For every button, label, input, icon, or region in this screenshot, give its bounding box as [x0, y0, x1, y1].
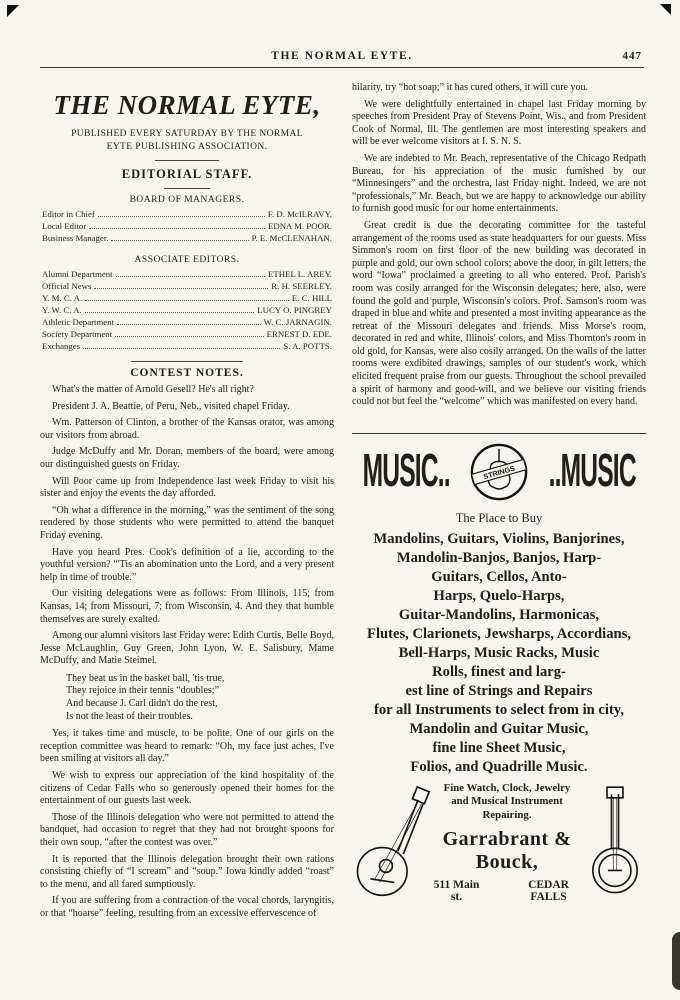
paragraph: Those of the Illinois delegation who were not permitted to attend the bandquet, had occasion to regret that they had not brought spoons for their own soup, “after the contest was over.” — [40, 811, 334, 848]
paragraph: We are indebted to Mr. Beach, representative of the Chicago Redpath Bureau, for his appreciation of the music furnished by our “Minnesingers” and the orchestra, last Friday night. Indeed, we are not “professionals,” Mr. Beach, but we are happy to acknowledge our ability to furnish good music for our home entertainments. — [352, 152, 646, 215]
ad-line: Rolls, finest and larg- — [432, 663, 566, 680]
divider — [164, 188, 210, 189]
staff-role: Official News — [42, 281, 92, 291]
paragraph: We wish to express our appreciation of the kind hospitality of the citizens of Cedar Falls who so generously opened their homes for the entertainment of our guests last week. — [40, 770, 334, 807]
paragraph: We were delightfully entertained in chapel last Friday morning by speeches from President Pray of Stevens Point, Wis., and from President Cook of Normal, Ill. The gentlemen are most interesting speakers and will be ever welcome visitors at I. S. N. S. — [352, 98, 646, 148]
poem-line: Is not the least of their troubles. — [66, 710, 193, 722]
dot-leader — [116, 276, 265, 277]
scan-edge-artifact — [672, 932, 680, 990]
staff-role: Y. W. C. A. — [42, 305, 82, 315]
staff-role: Athletic Department — [42, 317, 115, 327]
paragraph: What's the matter of Arnold Gesell? He's all right? — [52, 384, 254, 395]
staff-role: Editor in Chief — [42, 209, 95, 219]
repair-note-line: and Musical Instrument — [451, 795, 563, 808]
masthead-title: THE NORMAL EYTE, — [53, 90, 321, 120]
paragraph: Our visiting delegations were as follows: From Illinois, 115; from Kansas, 14; from Missouri, 7; from Wisconsin, 4. And they that humble themselves are surely exalted. — [40, 588, 334, 625]
staff-name: ETHEL L. AREY. — [267, 269, 332, 279]
staff-role: Local Editor — [42, 221, 87, 231]
dot-leader — [111, 240, 248, 241]
banjo-icon — [584, 783, 646, 903]
dot-leader — [98, 216, 265, 217]
paragraph: hilarity, try “hot soap;” it has cured others, it will cure you. — [352, 82, 588, 93]
divider — [131, 361, 243, 362]
address-row — [430, 879, 584, 903]
repair-note-line: Fine Watch, Clock, Jewelry — [443, 781, 571, 794]
staff-name: R. H. SEERLEY. — [271, 281, 332, 291]
paragraph: “Oh what a difference in the morning,” was the sentiment of the song rendered by those students who were permitted to attend the banquet Friday evening. — [40, 504, 334, 541]
staff-name: ERNEST D. EDE. — [266, 329, 332, 339]
paragraph: Wm. Patterson of Clinton, a brother of the Kansas orator, was among our visitors from abroad. — [40, 417, 334, 441]
staff-row — [42, 328, 332, 340]
paragraph: It is reported that the Illinois delegation brought their own rations consisting chiefly of “I scream” and “soup.” Iowa kindly added “roast” to the menu, and all fared sumptiously. — [40, 853, 334, 890]
page-number: 447 — [622, 50, 642, 62]
dot-leader — [85, 300, 289, 301]
company-name: Garrabrant & Bouck, — [442, 828, 572, 874]
paragraph: Will Poor came up from Independence last week Friday to visit his sister and enjoy the events the day afforded. — [40, 475, 334, 500]
staff-name: S. A. POTTS. — [283, 341, 332, 351]
dot-leader — [85, 312, 255, 313]
right-column-body — [352, 82, 646, 409]
staff-row — [42, 208, 332, 220]
staff-role: Business Manager. — [42, 233, 109, 243]
staff-row — [42, 268, 332, 280]
staff-row — [42, 292, 332, 304]
ad-line: Guitars, Cellos, Anto- — [431, 568, 567, 585]
ad-line: Harps, Quelo-Harps, — [433, 587, 565, 604]
city-name: CEDAR FALLS — [528, 879, 569, 904]
place-to-buy-tagline: The Place to Buy — [455, 510, 543, 525]
repair-note — [430, 782, 584, 823]
contest-notes-body-continued — [40, 728, 334, 920]
contest-notes-body — [40, 384, 334, 668]
paragraph: Yes, it takes time and muscle, to be polite. One of our girls on the reception committee was heard to remark: “Oh, my face just aches, I've been smiling at visitors all day.” — [40, 728, 334, 765]
staff-row — [42, 304, 332, 316]
strings-violin-emblem-icon — [469, 442, 529, 502]
paragraph: If you are suffering from a contraction of the vocal chords, laryngitis, or that “hoarse” feeling, resulting from an excessive effervescence of — [40, 895, 334, 919]
mandolin-icon — [352, 783, 430, 903]
staff-row — [42, 232, 332, 244]
music-text-right: ..MUSIC — [548, 445, 636, 497]
staff-name: E. C. HILL — [291, 293, 332, 303]
dot-leader — [89, 228, 265, 229]
ad-line: Folios, and Quadrille Music. — [410, 758, 588, 775]
staff-row — [42, 340, 332, 352]
ad-line: Bell-Harps, Music Racks, Music — [398, 644, 600, 661]
staff-role: Exchanges — [42, 341, 81, 351]
staff-role: Society Department — [42, 329, 113, 339]
associate-list — [40, 268, 334, 352]
staff-name: EDNA M. POOR. — [267, 221, 332, 231]
two-column-body — [40, 78, 646, 925]
staff-row — [42, 220, 332, 232]
ad-line: est line of Strings and Repairs — [405, 682, 593, 699]
street-address: 511 Main st. — [433, 879, 480, 904]
staff-role: Alumni Department — [42, 269, 113, 279]
repair-note-line: Repairing. — [482, 808, 532, 821]
ad-instrument-list — [352, 530, 646, 777]
corner-mark-icon — [7, 5, 19, 17]
page-header — [40, 50, 644, 68]
staff-name: P. E. McCLENAHAN. — [251, 233, 332, 243]
ad-footer — [352, 782, 646, 904]
ad-line: Mandolin and Guitar Music, — [409, 720, 589, 737]
ad-line: fine line Sheet Music, — [432, 739, 566, 756]
page-title: THE NORMAL EYTE. — [271, 50, 413, 62]
board-heading: BOARD OF MANAGERS. — [129, 195, 245, 205]
ad-line: Flutes, Clarionets, Jewsharps, Accordians, — [367, 625, 631, 642]
staff-role: Y. M. C. A. — [42, 293, 83, 303]
board-list — [40, 208, 334, 244]
masthead — [40, 90, 334, 352]
paragraph: Judge McDuffy and Mr. Doran, members of the board, were among our distinguished guests on Friday. — [40, 446, 334, 470]
corner-mark-icon — [660, 4, 671, 15]
editorial-staff-heading: EDITORIAL STAFF. — [121, 167, 253, 181]
ad-line: Guitar-Mandolins, Harmonicas, — [398, 606, 600, 623]
staff-name: F. D. McILRAVY. — [267, 209, 332, 219]
dot-leader — [117, 324, 261, 325]
ad-line: for all Instruments to select from in city, — [374, 701, 624, 718]
right-column — [352, 78, 646, 925]
dot-leader — [94, 288, 268, 289]
paragraph: Among our alumni visitors last Friday were: Edith Curtis, Belle Boyd, Jesse McLaughlin, Guy Green, John Lyon, W. E. Salisbury, Mame McDuffy, and Matie Steimel. — [40, 630, 334, 667]
ad-music-banner — [352, 442, 646, 502]
staff-row — [42, 280, 332, 292]
poem-line: They rejoice in their tennis “doubles;” — [66, 685, 220, 697]
staff-row — [42, 316, 332, 328]
staff-name: LUCY O. PINGREY — [257, 305, 332, 315]
strings-ribbon — [471, 459, 526, 484]
ad-line: Mandolins, Guitars, Violins, Banjorines, — [373, 530, 625, 547]
staff-name: W. C. JARNAGIN. — [263, 317, 332, 327]
ad-line: Mandolin-Banjos, Banjos, Harp- — [396, 549, 602, 566]
music-text-left: MUSIC.. — [362, 445, 450, 497]
published-line: PUBLISHED EVERY SATURDAY BY THE NORMAL — [71, 129, 303, 139]
dot-leader — [83, 348, 280, 349]
paragraph: President J. A. Beattie, of Peru, Neb., visited chapel Friday. — [52, 400, 290, 412]
ad-footer-text — [430, 782, 584, 904]
associate-editors-heading: ASSOCIATE EDITORS. — [134, 255, 240, 265]
poem-block — [66, 673, 334, 723]
published-line: EYTE PUBLISHING ASSOCIATION. — [106, 142, 268, 152]
contest-notes-heading: CONTEST NOTES. — [130, 367, 244, 379]
divider — [155, 160, 219, 161]
strings-label: STRINGS — [482, 463, 516, 481]
poem-line: And because J. Carl didn't do the rest, — [66, 698, 218, 710]
left-column — [40, 78, 334, 925]
paragraph: Great credit is due the decorating committee for the tasteful arrangement of the rooms used as state headquarters for our guests. Miss Simmon's room on first floor of the new building was decorated in purple and gold, our own school colors; above the door, in gilt letters, the word “Iowa” proclaimed a greeting to all who entered. Prof. Parish's room was cosily arranged for the Wisconsin delegates; here, also, were found the gold and purple, Wisconsin's colors. Prof. Samson's room was draped in blue and white and presented a most inviting appearance as the retreat of the Missouri delegates and friends. Miss Morse's room, decorated in red and white, Illinois' colors, and Miss Thornton's room in old gold, for Kansas, were also cosily arranged. On the walls of the latter rooms were exdibited drawings, samples of our student's work, which elicited frequent praise from our guests. Throughout the school prevailed a spirit of harmony and good-will, and we believe our visiting friends could not but feel the “welcome” which was manifested on every hand. — [352, 219, 646, 408]
dot-leader — [115, 336, 264, 337]
poem-line: They beat us in the basket ball, 'tis true, — [66, 672, 225, 684]
paragraph: Have you heard Pres. Cook's definition of a lie, according to the youthful version? “'Tis an abomination unto the Lord, and a very present help in time of trouble.” — [40, 546, 334, 583]
music-store-ad — [352, 433, 646, 904]
